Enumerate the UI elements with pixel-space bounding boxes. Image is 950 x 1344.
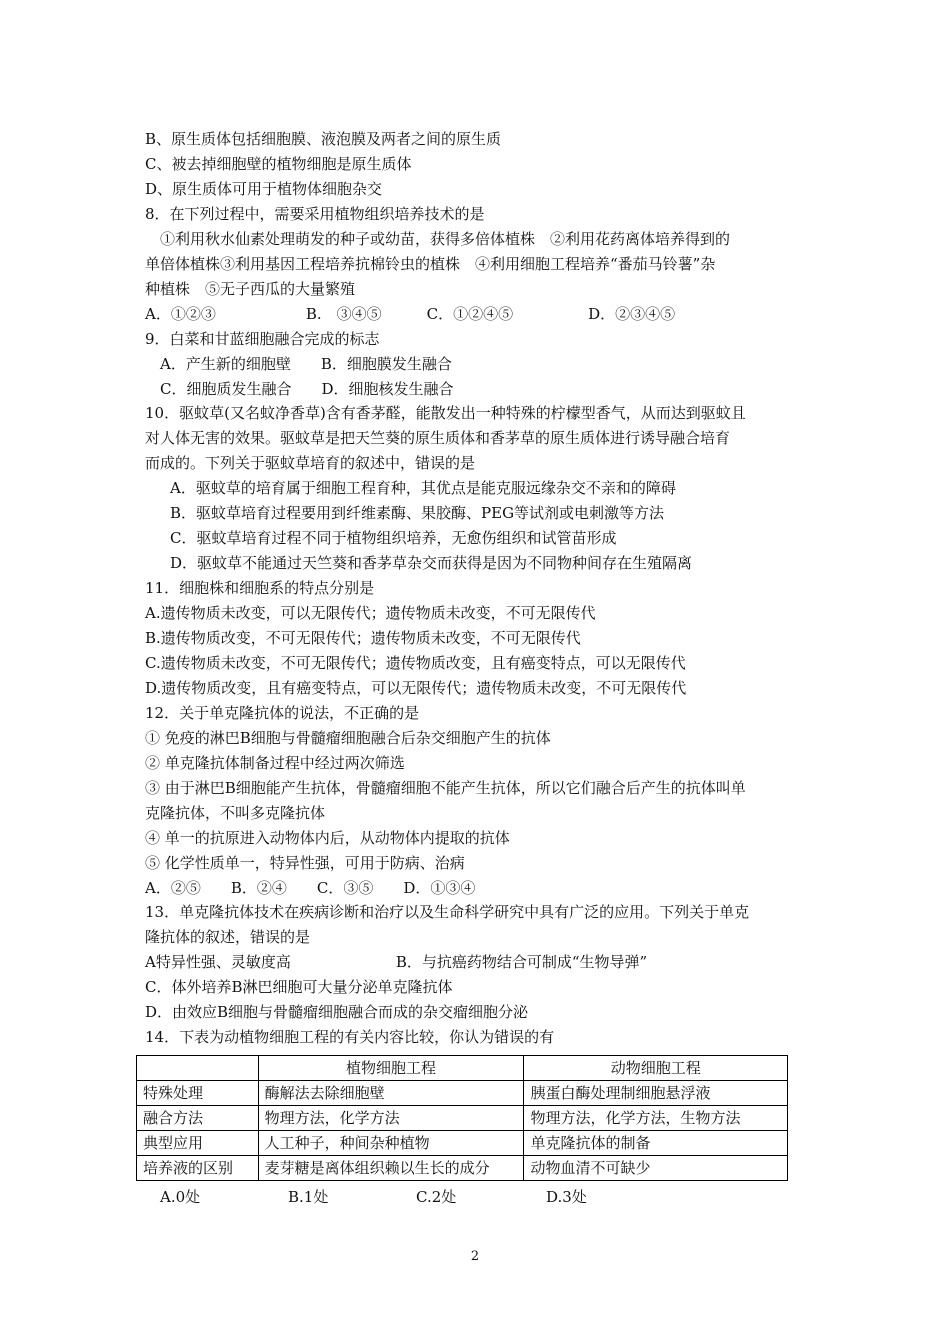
text-line: 14．下表为动植物细胞工程的有关内容比较，你认为错误的有 [145, 1028, 555, 1046]
text-line: 对人体无害的效果。驱蚊草是把天竺葵的原生质体和香茅草的原生质体进行诱导融合培育 [145, 429, 731, 447]
table-cell: 麦芽糖是离体组织赖以生长的成分 [258, 1156, 524, 1181]
table-cell: 典型应用 [137, 1131, 259, 1156]
answer-option: C.2处 [416, 1188, 457, 1206]
table-cell: 动物血清不可缺少 [524, 1156, 788, 1181]
text-line: ④ 单一的抗原进入动物体内后，从动物体内提取的抗体 [145, 829, 510, 847]
text-line: B.遗传物质改变，不可无限传代；遗传物质未改变，不可无限传代 [145, 629, 581, 647]
text-line: 单倍体植株③利用基因工程培养抗棉铃虫的植株 ④利用细胞工程培养“番茄马铃薯”杂 [145, 255, 716, 273]
answer-option: D.3处 [546, 1188, 587, 1206]
text-line: 11．细胞株和细胞系的特点分别是 [145, 579, 375, 597]
table-cell: 人工种子，种间杂种植物 [258, 1131, 524, 1156]
text-line: D、原生质体可用于植物体细胞杂交 [145, 180, 383, 198]
text-line: A．①②③ B. ③④⑤ C．①②④⑤ D．②③④⑤ [145, 305, 676, 323]
table-cell: 特殊处理 [137, 1081, 259, 1106]
table-cell: 融合方法 [137, 1106, 259, 1131]
text-line: A特异性强、灵敏度高 B．与抗癌药物结合可制成“生物导弹” [145, 953, 648, 971]
table-cell: 单克隆抗体的制备 [524, 1131, 788, 1156]
text-line: C、被去掉细胞壁的植物细胞是原生质体 [145, 155, 412, 173]
text-line: C．体外培养B淋巴细胞可大量分泌单克隆抗体 [145, 978, 453, 996]
table-header-row [137, 1056, 788, 1081]
text-line: ① 免疫的淋巴B细胞与骨髓瘤细胞融合后杂交细胞产生的抗体 [145, 729, 551, 747]
text-line: B．驱蚊草培育过程要用到纤维素酶、果胶酶、PEG等试剂或电刺激等方法 [170, 504, 665, 522]
text-line: A．②⑤ B．②④ C．③⑤ D．①③④ [145, 879, 476, 897]
text-line: D．由效应B细胞与骨髓瘤细胞融合而成的杂交瘤细胞分泌 [145, 1003, 529, 1021]
text-line: ② 单克隆抗体制备过程中经过两次筛选 [145, 754, 405, 772]
text-line: D．驱蚊草不能通过天竺葵和香茅草杂交而获得是因为不同物种间存在生殖隔离 [170, 554, 693, 572]
table-header-cell: 动物细胞工程 [524, 1056, 788, 1081]
answer-option: B.1处 [288, 1188, 329, 1206]
text-line: D.遗传物质改变，且有癌变特点，可以无限传代；遗传物质未改变，不可无限传代 [145, 679, 687, 697]
table-row [137, 1106, 788, 1131]
text-line: 13．单克隆抗体技术在疾病诊断和治疗以及生命科学研究中具有广泛的应用。下列关于单克 [145, 903, 750, 921]
text-line: 9．白菜和甘蓝细胞融合完成的标志 [145, 330, 380, 348]
text-line: C．细胞质发生融合 D．细胞核发生融合 [160, 380, 454, 398]
table-row [137, 1131, 788, 1156]
answer-option: A.0处 [160, 1188, 201, 1206]
text-line: 8．在下列过程中，需要采用植物组织培养技术的是 [145, 205, 485, 223]
table-cell: 物理方法，化学方法 [258, 1106, 524, 1131]
table-row [137, 1081, 788, 1106]
table-cell: 物理方法，化学方法，生物方法 [524, 1106, 788, 1131]
table-header-cell [137, 1056, 259, 1081]
text-line: C.遗传物质未改变，不可无限传代；遗传物质改变，且有癌变特点，可以无限传代 [145, 654, 686, 672]
comparison-table [136, 1055, 788, 1181]
text-line: 10．驱蚊草(又名蚊净香草)含有香茅醛，能散发出一种特殊的柠檬型香气，从而达到驱蚊且 [145, 404, 746, 422]
text-line: ⑤ 化学性质单一，特异性强，可用于防病、治病 [145, 854, 465, 872]
table-cell: 酶解法去除细胞壁 [258, 1081, 524, 1106]
table-header-cell: 植物细胞工程 [258, 1056, 524, 1081]
page-number: 2 [470, 1249, 480, 1264]
text-line: A.遗传物质未改变，可以无限传代；遗传物质未改变，不可无限传代 [145, 604, 596, 622]
text-line: ①利用秋水仙素处理萌发的种子或幼苗，获得多倍体植株 ②利用花药离体培养得到的 [160, 230, 731, 248]
table-row [137, 1156, 788, 1181]
text-line: ③ 由于淋巴B细胞能产生抗体，骨髓瘤细胞不能产生抗体，所以它们融合后产生的抗体叫单 [145, 779, 746, 797]
text-line: 种植株 ⑤无子西瓜的大量繁殖 [145, 280, 356, 298]
text-line: 克隆抗体，不叫多克隆抗体 [145, 804, 326, 822]
text-line: A．驱蚊草的培育属于细胞工程育种，其优点是能克服远缘杂交不亲和的障碍 [170, 479, 676, 497]
text-line: A．产生新的细胞壁 B．细胞膜发生融合 [160, 355, 452, 373]
table-cell: 培养液的区别 [137, 1156, 259, 1181]
text-line: 12．关于单克隆抗体的说法，不正确的是 [145, 704, 420, 722]
text-line: 隆抗体的叙述，错误的是 [145, 928, 311, 946]
text-line: B、原生质体包括细胞膜、液泡膜及两者之间的原生质 [145, 130, 502, 148]
text-line: C．驱蚊草培育过程不同于植物组织培养，无愈伤组织和试管苗形成 [170, 529, 617, 547]
table-cell: 胰蛋白酶处理制细胞悬浮液 [524, 1081, 788, 1106]
text-line: 而成的。下列关于驱蚊草培育的叙述中，错误的是 [145, 454, 476, 472]
